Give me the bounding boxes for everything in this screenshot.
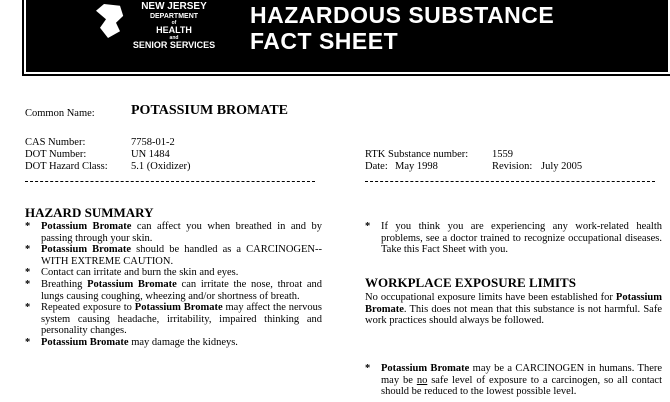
divider-left — [25, 181, 315, 182]
exposure-limits-paragraph: No occupational exposure limits have been established for Potassium Bromate. This does not mean that this substance is not harmful. Safe work practices should always be followed. — [365, 292, 662, 327]
rtk-value: 1559 — [492, 149, 513, 160]
logo-line: DEPARTMENT — [149, 13, 199, 20]
hazard-summary-heading: HAZARD SUMMARY — [25, 205, 154, 220]
list-item: * Potassium Bromate may damage the kidneys. — [25, 337, 322, 349]
health-problems-note — [365, 221, 662, 256]
list-item: * Potassium Bromate can affect you when breathed in and by passing through your skin. — [25, 221, 322, 244]
document-title-line1: HAZARDOUS SUBSTANCE — [250, 2, 555, 28]
exposure-limits-heading: WORKPLACE EXPOSURE LIMITS — [365, 275, 576, 290]
dot-value: UN 1484 — [131, 149, 170, 160]
njdhss-logo — [54, 0, 224, 56]
logo-line: of — [171, 20, 177, 26]
date-label: Date: — [365, 161, 388, 172]
list-item: * Contact can irritate and burn the skin and eyes. — [25, 267, 322, 279]
rtk-label: RTK Substance number: — [365, 149, 469, 160]
common-name-value: POTASSIUM BROMATE — [131, 103, 288, 118]
cas-value: 7758-01-2 — [131, 137, 175, 148]
common-name-label: Common Name: — [25, 108, 95, 119]
logo-line: HEALTH — [156, 25, 192, 35]
logo-line: NEW JERSEY — [141, 1, 207, 12]
hazard-class-value: 5.1 (Oxidizer) — [131, 161, 191, 172]
revision-value: July 2005 — [541, 161, 583, 172]
list-item: * Potassium Bromate may be a CARCINOGEN in humans. There may be no safe level of exposure to a carcinogen, so all contact should be reduced to the lowest possible level. — [365, 363, 662, 398]
carcinogen-note — [365, 363, 662, 398]
logo-line: SENIOR SERVICES — [132, 40, 216, 50]
list-item: * Breathing Potassium Bromate can irritate the nose, throat and lungs causing coughing, wheezing and/or shortness of breath. — [25, 279, 322, 302]
logo-line: and — [169, 35, 179, 41]
date-value: May 1998 — [395, 161, 438, 172]
list-item: * Repeated exposure to Potassium Bromate may affect the nervous system causing headache, irritability, impaired thinking and personality changes. — [25, 302, 322, 337]
revision-label: Revision: — [492, 161, 533, 172]
document-title-line2: FACT SHEET — [250, 28, 399, 54]
list-item: * Potassium Bromate should be handled as a CARCINOGEN--WITH EXTREME CAUTION. — [25, 244, 322, 267]
hazard-class-label: DOT Hazard Class: — [25, 161, 108, 172]
header-banner — [26, 0, 668, 72]
cas-label: CAS Number: — [25, 137, 86, 148]
hazard-summary-list — [25, 221, 322, 349]
list-item: * If you think you are experiencing any work-related health problems, see a doctor trained to recognize occupational diseases. Take this Fact Sheet with you. — [365, 221, 662, 256]
divider-right — [365, 181, 655, 182]
dot-label: DOT Number: — [25, 149, 87, 160]
